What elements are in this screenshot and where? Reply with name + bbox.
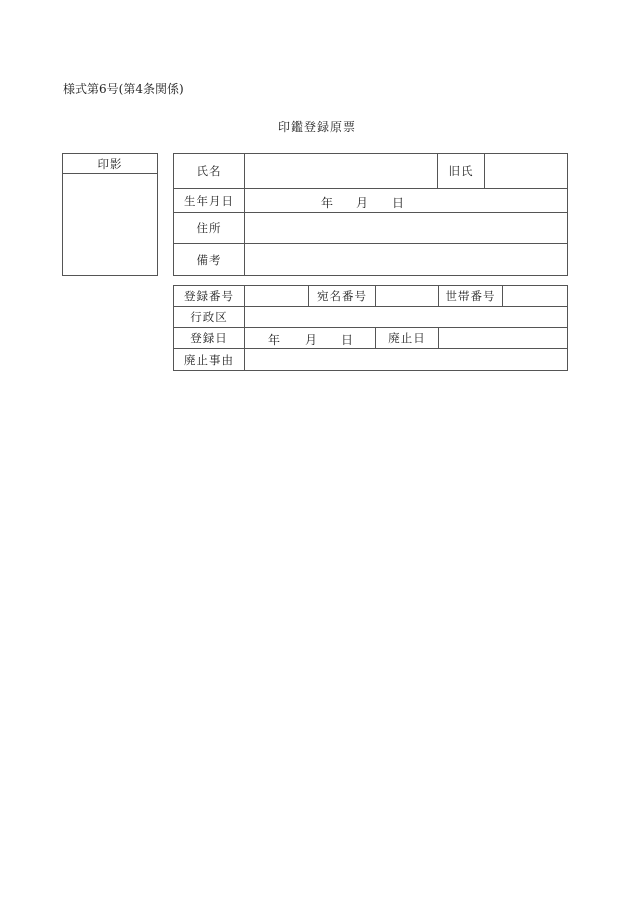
abolition-reason-field[interactable]: [245, 349, 567, 370]
ward-field[interactable]: [245, 307, 567, 327]
reg-day-unit: 日: [341, 333, 354, 347]
reg-year-unit: 年: [268, 333, 281, 347]
remarks-label: 備考: [196, 252, 222, 267]
birthdate-field[interactable]: [245, 189, 567, 212]
abolition-date-field[interactable]: [439, 328, 567, 348]
name-field[interactable]: [245, 154, 437, 188]
birth-day-unit: 日: [392, 196, 405, 210]
personal-table: [173, 153, 568, 276]
household-no-label: 世帯番号: [445, 289, 496, 303]
former-name-label: 旧氏: [448, 164, 474, 178]
addressee-no-label: 宛名番号: [317, 289, 367, 303]
seal-area[interactable]: [63, 174, 157, 275]
name-label: 氏名: [196, 164, 222, 178]
remarks-field[interactable]: [245, 244, 567, 275]
household-no-field[interactable]: [503, 286, 567, 306]
former-name-field[interactable]: [485, 154, 567, 188]
addressee-no-field[interactable]: [376, 286, 438, 306]
registry-table: [173, 285, 568, 371]
abolition-reason-label: 廃止事由: [184, 352, 234, 367]
registration-no-label: 登録番号: [184, 289, 234, 303]
birth-month-unit: 月: [356, 196, 369, 210]
ward-label: 行政区: [190, 310, 228, 324]
address-field[interactable]: [245, 213, 567, 243]
registration-date-label: 登録日: [190, 331, 228, 345]
seal-label: 印影: [97, 156, 123, 171]
birth-year-unit: 年: [321, 196, 334, 210]
abolition-date-label: 廃止日: [388, 331, 426, 345]
form-number: 様式第6号(第4条関係): [63, 82, 184, 96]
registration-date-field[interactable]: [245, 328, 375, 348]
registration-no-field[interactable]: [245, 286, 308, 306]
seal-box: [62, 153, 158, 276]
reg-month-unit: 月: [305, 333, 318, 347]
birthdate-label: 生年月日: [184, 193, 234, 208]
address-label: 住所: [196, 221, 222, 235]
page-title: 印鑑登録原票: [278, 120, 357, 134]
